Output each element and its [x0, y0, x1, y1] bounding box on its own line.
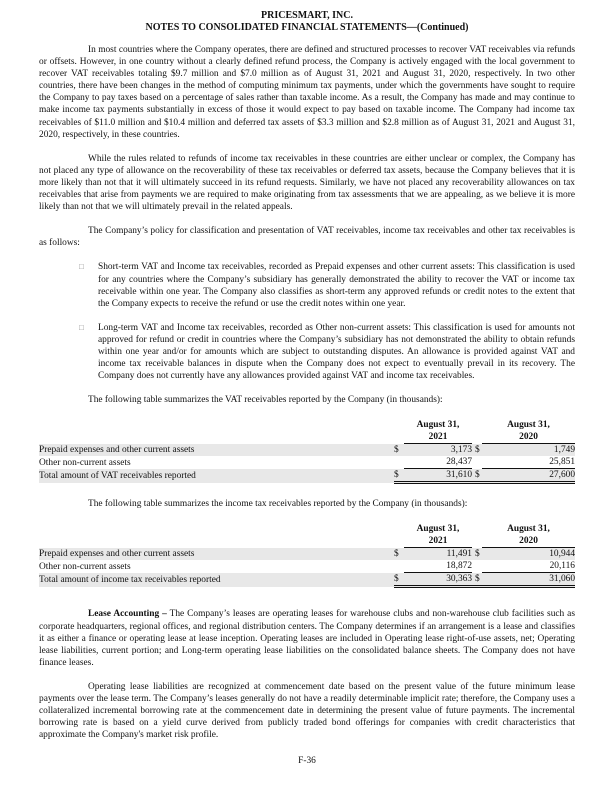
bullet-long-term — [39, 322, 575, 382]
table-row: Prepaid expenses and other current assets $ 11,491 $ 10,944 — [39, 549, 575, 560]
column-header-2020: August 31, 2020 — [482, 524, 575, 548]
table-row: Total amount of income tax receivables reported $ 30,363 $ 31,060 — [39, 574, 575, 585]
page-number: F-36 — [298, 756, 316, 767]
table-row: Total amount of VAT receivables reported $ 31,610 $ 27,600 — [39, 470, 575, 481]
column-header-2020: August 31, 2020 — [482, 420, 575, 444]
income-tax-receivables-table — [39, 524, 575, 588]
table-row: Other non-current assets 28,437 25,851 — [39, 457, 575, 468]
bullet-text: Long-term VAT and Income tax receivables, recorded as Other non-current assets: This classification is used for amounts not approved for refund or credit in countries where the Company’s subsidiary has not demonstrated the ability to obtain refunds within one year and/or for amounts which are subject to outstanding disputes. An allowance is provided against VAT and income tax receivable balances in dispute when the Company does not expect to eventually prevail in its recovery. The Company does not currently have any allowances provided against VAT and income tax receivables. — [98, 322, 575, 382]
table-row: Other non-current assets 18,872 20,116 — [39, 561, 575, 572]
paragraph-vat-recovery: In most countries where the Company operates, there are defined and structured processes to recover VAT receivables via refunds or offsets. However, in one country without a clearly defined refund process, the Company is actively engaged with the local government to recover VAT receivables totaling $9.7 million and $7.0 million as of August 31, 2021 and August 31, 2020, respectively. In two other countries, there have been changes in the method of computing minimum tax payments, under which the governments have sought to require the Company to pay taxes based on a percentage of sales rather than taxable income. As a result, the Company has made and may continue to make income tax payments substantially in excess of those it would expect to pay based on taxable income. The Company had income tax receivables of $11.0 million and $10.4 million and deferred tax assets of $3.3 million and $2.8 million as of August 31, 2021 and August 31, 2020, respectively, in these countries. — [39, 45, 575, 140]
column-header-2021: August 31, 2021 — [404, 524, 472, 548]
page-title: NOTES TO CONSOLIDATED FINANCIAL STATEMENTS—(Continued) — [145, 22, 469, 33]
bullet-marker-icon: □ — [79, 262, 84, 272]
vat-table-intro: The following table summarizes the VAT receivables reported by the Company (in thousands): — [88, 395, 443, 406]
paragraph-policy: The Company’s policy for classification and presentation of VAT receivables, income tax receivables and other tax receivables is as follows: — [39, 226, 575, 249]
vat-receivables-table — [39, 420, 575, 484]
tax-table-intro: The following table summarizes the income tax receivables reported by the Company (in thousands): — [88, 499, 468, 510]
bullet-marker-icon: □ — [79, 322, 84, 332]
paragraph-lease-accounting: Lease Accounting – The Company’s leases are operating leases for warehouse clubs and non-warehouse club facilities such as corporate headquarters, regional offices, and regional distribution centers. The Company determines if an arrangement is a lease and classifies it as either a finance or operating lease at lease inception. Operating leases are included in Operating lease right-of-use assets, net; Operating lease liabilities, current portion; and Long-term operating lease liabilities on the consolidated balance sheets. The Company does not have finance leases. — [39, 609, 575, 668]
document-page — [39, 10, 575, 767]
table-row: Prepaid expenses and other current assets $ 3,173 $ 1,749 — [39, 445, 575, 456]
paragraph-operating-lease: Operating lease liabilities are recognized at commencement date based on the present value of the future minimum lease payments over the lease term. The Company’s leases generally do not have a readily determinable implicit rate; therefore, the Company uses a collateralized incremental borrowing rate at the commencement date in determining the present value of future payments. The incremental borrowing rate is based on a yield curve derived from publicly traded bond offerings for companies with credit characteristics that approximate the Company's market risk profile. — [39, 681, 575, 741]
company-name: PRICESMART, INC. — [261, 10, 353, 21]
paragraph-allowance: While the rules related to refunds of income tax receivables in these countries are either unclear or complex, the Company has not placed any type of allowance on the recoverability of these tax receivables or deferred tax assets, because the Company believes that it is more likely than not that it will ultimately succeed in its refund requests. Similarly, we have not placed any recoverability allowances on tax receivables that arise from payments we are required to make originating from tax assessments that we are appealing, as we believe it is more likely than not that we will ultimately prevail in the related appeals. — [39, 153, 575, 213]
bullet-short-term — [39, 261, 575, 309]
column-header-2021: August 31, 2021 — [404, 420, 472, 444]
bullet-text: Short-term VAT and Income tax receivables, recorded as Prepaid expenses and other current assets: This classification is used for any countries where the Company’s subsidiary has generally demonstrated the ability to recover the VAT or income tax receivable within one year. The Company also classifies as short-term any approved refunds or credit notes to the extent that the Company expects to receive the refund or use the credit notes within one year. — [98, 262, 575, 309]
lease-heading: Lease Accounting – — [88, 609, 167, 620]
